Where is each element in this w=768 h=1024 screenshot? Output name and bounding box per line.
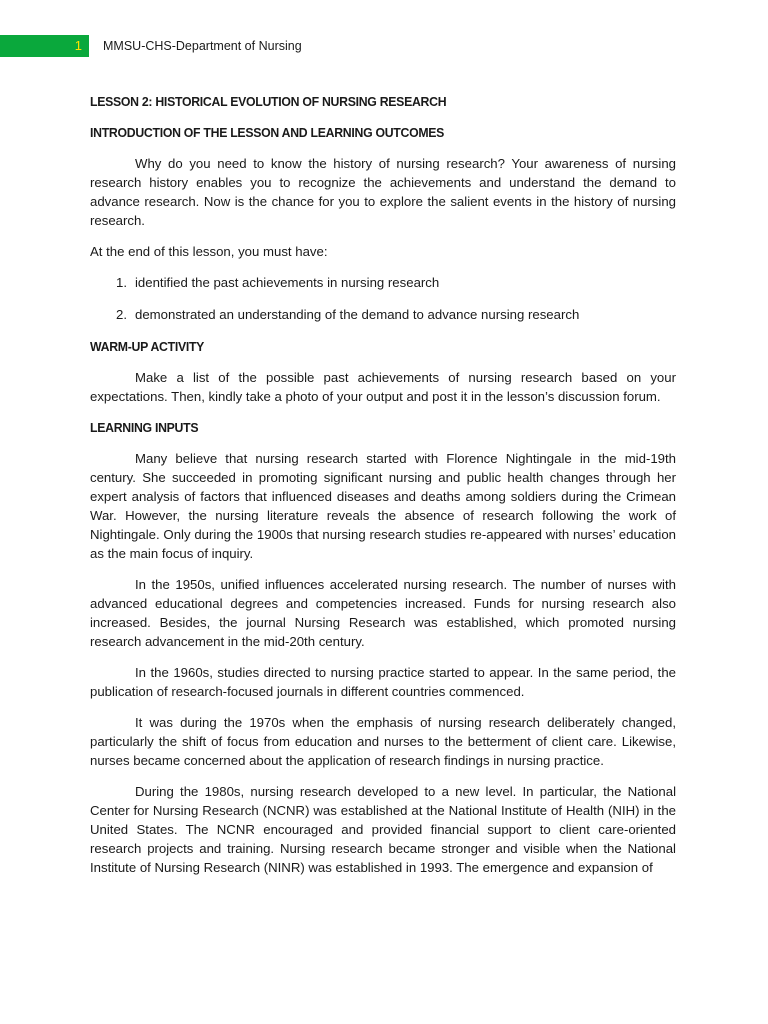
inputs-paragraph: During the 1980s, nursing research developed to a new level. In particular, the National Center for Nursing Research (NCNR) was established at the National Institute of Health (NIH) in the United States. The NCNR encouraged and provided financial support to client care-oriented research projects and training. Nursing research became stronger and visible when the National Institute of Nursing Research (NINR) was established in 1993. The emergence and expansion of	[90, 784, 676, 875]
intro-paragraph: Why do you need to know the history of nursing research? Your awareness of nursing research history enables you to recognize the achievements and understand the demand to advance research. Now is the chance for you to explore the salient events in the history of nursing research.	[90, 156, 676, 228]
warmup-heading: WARM-UP ACTIVITY	[90, 339, 205, 354]
inputs-paragraph: Many believe that nursing research started with Florence Nightingale in the mid-19th century. She succeeded in promoting significant nursing and public health changes through her expert analysis of factors that influenced diseases and deaths among soldiers during the Crimean War. However, the nursing literature reveals the absence of research following the work of Nightingale. Only during the 1900s that nursing research studies re-appeared with nurses’ education as the main focus of inquiry.	[90, 451, 676, 561]
inputs-paragraph: In the 1950s, unified influences accelerated nursing research. The number of nurses with advanced educational degrees and competencies increased. Funds for nursing research also increased. Besides, the journal Nursing Research was established, which promoted nursing research advancement in the mid-20th century.	[90, 577, 676, 649]
document-body	[90, 92, 676, 889]
list-item	[90, 273, 676, 292]
inputs-heading: LEARNING INPUTS	[90, 420, 199, 435]
outcomes-list	[90, 273, 676, 324]
inputs-paragraph: In the 1960s, studies directed to nursing practice started to appear. In the same period, the publication of research-focused journals in different countries commenced.	[90, 665, 676, 699]
intro-heading: INTRODUCTION OF THE LESSON AND LEARNING OUTCOMES	[90, 125, 445, 140]
list-item-text: demonstrated an understanding of the demand to advance nursing research	[135, 307, 580, 322]
header-title: MMSU-CHS-Department of Nursing	[103, 39, 302, 53]
outcomes-lead: At the end of this lesson, you must have:	[90, 244, 328, 259]
page-number-tab	[0, 35, 89, 57]
list-item	[90, 305, 676, 324]
page-number: 1	[74, 38, 82, 53]
list-item-text: identified the past achievements in nursing research	[135, 275, 440, 290]
inputs-paragraph: It was during the 1970s when the emphasis of nursing research deliberately changed, particularly the shift of focus from education and nurses to the betterment of client care. Likewise, nurses became concerned about the application of research findings in nursing practice.	[90, 715, 676, 768]
list-item-number: 2.	[116, 307, 127, 322]
lesson-title: LESSON 2: HISTORICAL EVOLUTION OF NURSING RESEARCH	[90, 94, 447, 109]
warmup-paragraph: Make a list of the possible past achievements of nursing research based on your expectations. Then, kindly take a photo of your output and post it in the lesson’s discussion forum.	[90, 370, 676, 404]
list-item-number: 1.	[116, 275, 127, 290]
